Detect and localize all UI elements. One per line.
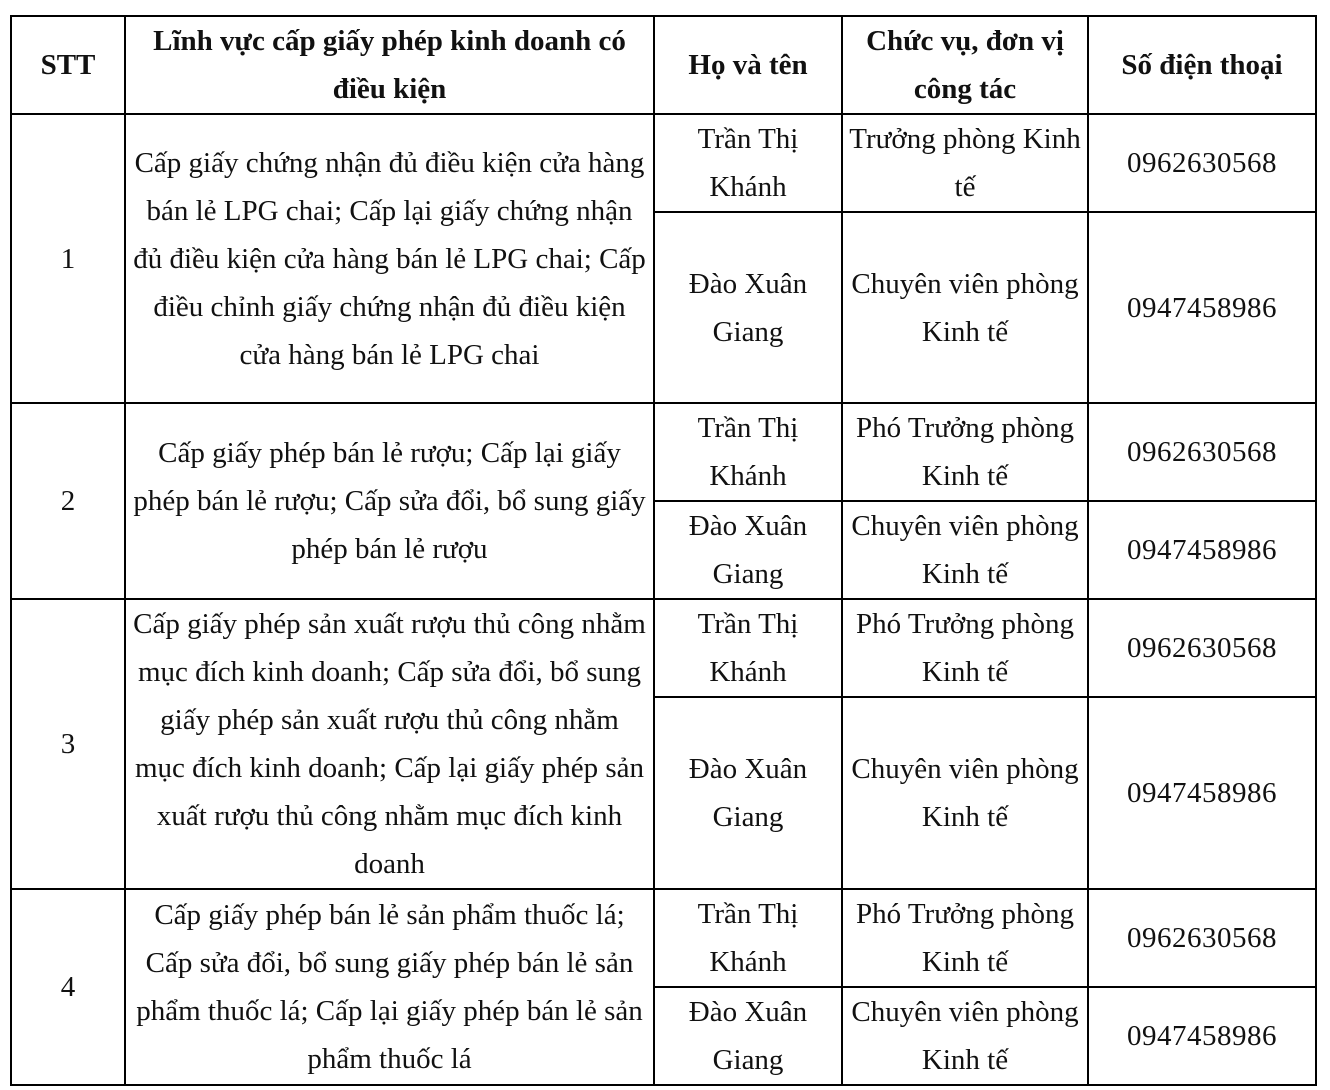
name-cell: Trần Thị Khánh xyxy=(654,599,842,697)
name-cell: Đào Xuân Giang xyxy=(654,697,842,889)
stt-cell: 3 xyxy=(11,599,125,889)
role-cell: Phó Trưởng phòng Kinh tế xyxy=(842,889,1088,987)
table-row xyxy=(11,599,1316,697)
role-cell: Phó Trưởng phòng Kinh tế xyxy=(842,403,1088,501)
field-cell: Cấp giấy phép bán lẻ sản phẩm thuốc lá; Cấp sửa đổi, bổ sung giấy phép bán lẻ sản phẩm thuốc lá; Cấp lại giấy phép bán lẻ sản phẩm thuốc lá xyxy=(125,889,654,1085)
role-cell: Chuyên viên phòng Kinh tế xyxy=(842,212,1088,403)
header-stt: STT xyxy=(11,16,125,114)
role-cell: Phó Trưởng phòng Kinh tế xyxy=(842,599,1088,697)
header-name: Họ và tên xyxy=(654,16,842,114)
table-row xyxy=(11,889,1316,987)
field-cell: Cấp giấy phép bán lẻ rượu; Cấp lại giấy phép bán lẻ rượu; Cấp sửa đổi, bổ sung giấy phép bán lẻ rượu xyxy=(125,403,654,599)
header-role: Chức vụ, đơn vị công tác xyxy=(842,16,1088,114)
header-row xyxy=(11,16,1316,114)
name-cell: Đào Xuân Giang xyxy=(654,501,842,599)
phone-cell: 0962630568 xyxy=(1088,599,1316,697)
stt-cell: 4 xyxy=(11,889,125,1085)
field-cell: Cấp giấy phép sản xuất rượu thủ công nhằm mục đích kinh doanh; Cấp sửa đổi, bổ sung giấy phép sản xuất rượu thủ công nhằm mục đích kinh doanh; Cấp lại giấy phép sản xuất rượu thủ công nhằm mục đích kinh doanh xyxy=(125,599,654,889)
phone-cell: 0962630568 xyxy=(1088,889,1316,987)
stt-cell: 1 xyxy=(11,114,125,403)
table-row xyxy=(11,114,1316,212)
phone-cell: 0947458986 xyxy=(1088,987,1316,1085)
name-cell: Trần Thị Khánh xyxy=(654,889,842,987)
phone-cell: 0947458986 xyxy=(1088,212,1316,403)
phone-cell: 0962630568 xyxy=(1088,403,1316,501)
header-phone: Số điện thoại xyxy=(1088,16,1316,114)
table-row xyxy=(11,403,1316,501)
name-cell: Đào Xuân Giang xyxy=(654,212,842,403)
stt-cell: 2 xyxy=(11,403,125,599)
role-cell: Trưởng phòng Kinh tế xyxy=(842,114,1088,212)
role-cell: Chuyên viên phòng Kinh tế xyxy=(842,987,1088,1085)
role-cell: Chuyên viên phòng Kinh tế xyxy=(842,697,1088,889)
field-cell: Cấp giấy chứng nhận đủ điều kiện cửa hàng bán lẻ LPG chai; Cấp lại giấy chứng nhận đủ điều kiện cửa hàng bán lẻ LPG chai; Cấp điều chỉnh giấy chứng nhận đủ điều kiện cửa hàng bán lẻ LPG chai xyxy=(125,114,654,403)
phone-cell: 0947458986 xyxy=(1088,697,1316,889)
header-field: Lĩnh vực cấp giấy phép kinh doanh có điều kiện xyxy=(125,16,654,114)
phone-cell: 0962630568 xyxy=(1088,114,1316,212)
role-cell: Chuyên viên phòng Kinh tế xyxy=(842,501,1088,599)
phone-cell: 0947458986 xyxy=(1088,501,1316,599)
name-cell: Trần Thị Khánh xyxy=(654,403,842,501)
name-cell: Đào Xuân Giang xyxy=(654,987,842,1085)
license-contact-table xyxy=(10,15,1317,1086)
name-cell: Trần Thị Khánh xyxy=(654,114,842,212)
